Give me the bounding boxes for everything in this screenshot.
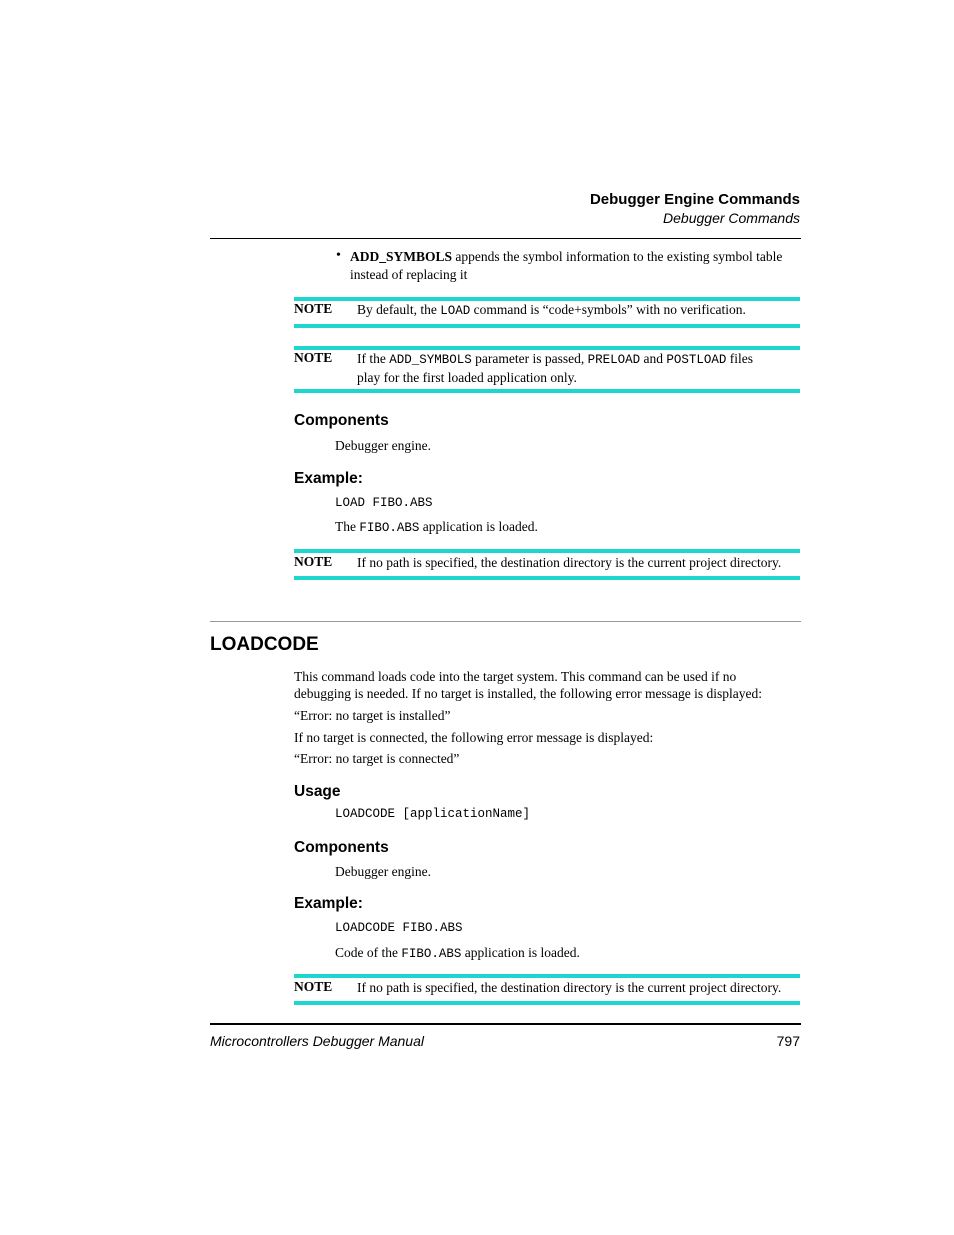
note2-text-line2: play for the first loaded application only.	[357, 370, 577, 385]
section-rule	[210, 621, 801, 622]
loadcode-example-description: Code of the FIBO.ABS application is loaded.	[335, 945, 580, 961]
loadcode-components-heading: Components	[294, 839, 389, 856]
note4-label: NOTE	[294, 979, 333, 994]
note1-bottom-bar	[294, 324, 800, 328]
note1-text: By default, the LOAD command is “code+symbols” with no verification.	[357, 302, 746, 318]
loadcode-example-desc-code: FIBO.ABS	[401, 947, 462, 961]
usage-heading: Usage	[294, 783, 341, 800]
note2-bottom-bar	[294, 389, 800, 393]
components-heading: Components	[294, 412, 389, 429]
example-heading: Example:	[294, 470, 363, 487]
note4-top-bar	[294, 974, 800, 978]
bullet-term: ADD_SYMBOLS	[350, 249, 453, 264]
note4-text: If no path is specified, the destination directory is the current project directory.	[357, 980, 782, 995]
running-header-subtitle: Debugger Commands	[663, 210, 800, 226]
bullet-marker: •	[336, 248, 341, 263]
section-title-loadcode: LOADCODE	[210, 634, 319, 655]
note4-bottom-bar	[294, 1001, 800, 1005]
bullet-text-line2: instead of replacing it	[350, 267, 468, 282]
note2-label: NOTE	[294, 350, 333, 365]
footer-manual-title: Microcontrollers Debugger Manual	[210, 1033, 424, 1049]
example-description: The FIBO.ABS application is loaded.	[335, 519, 538, 535]
note1-code: LOAD	[440, 304, 471, 318]
error-message-connected: “Error: no target is connected”	[294, 751, 460, 766]
running-header-title: Debugger Engine Commands	[589, 191, 800, 208]
page-number: 797	[776, 1033, 800, 1049]
example-code: LOAD FIBO.ABS	[335, 496, 433, 510]
loadcode-example-code: LOADCODE FIBO.ABS	[335, 921, 463, 935]
note2-text: If the ADD_SYMBOLS parameter is passed, PRELOAD and POSTLOAD files play for the first loaded application only.	[357, 350, 802, 386]
error-message-installed: “Error: no target is installed”	[294, 708, 451, 723]
usage-code: LOADCODE [applicationName]	[335, 807, 531, 821]
note3-label: NOTE	[294, 554, 333, 569]
components-text: Debugger engine.	[335, 438, 431, 453]
footer-rule	[210, 1023, 801, 1025]
example-desc-code: FIBO.ABS	[359, 521, 420, 535]
note3-top-bar	[294, 549, 800, 553]
note2-code-add-symbols: ADD_SYMBOLS	[389, 353, 472, 367]
note2-code-postload: POSTLOAD	[666, 353, 727, 367]
loadcode-connected-text: If no target is connected, the following error message is displayed:	[294, 730, 654, 745]
note3-bottom-bar	[294, 576, 800, 580]
loadcode-components-text: Debugger engine.	[335, 864, 431, 879]
loadcode-intro: This command loads code into the target system. This command can be used if no debugging is needed. If no target is installed, the following error message is displayed:	[294, 669, 763, 701]
note1-label: NOTE	[294, 301, 333, 316]
note3-text: If no path is specified, the destination directory is the current project directory.	[357, 555, 782, 570]
header-rule	[210, 238, 801, 239]
loadcode-example-heading: Example:	[294, 895, 363, 912]
bullet-item	[350, 248, 805, 283]
bullet-text-line1: appends the symbol information to the existing symbol table	[452, 249, 783, 264]
note2-code-preload: PRELOAD	[587, 353, 641, 367]
